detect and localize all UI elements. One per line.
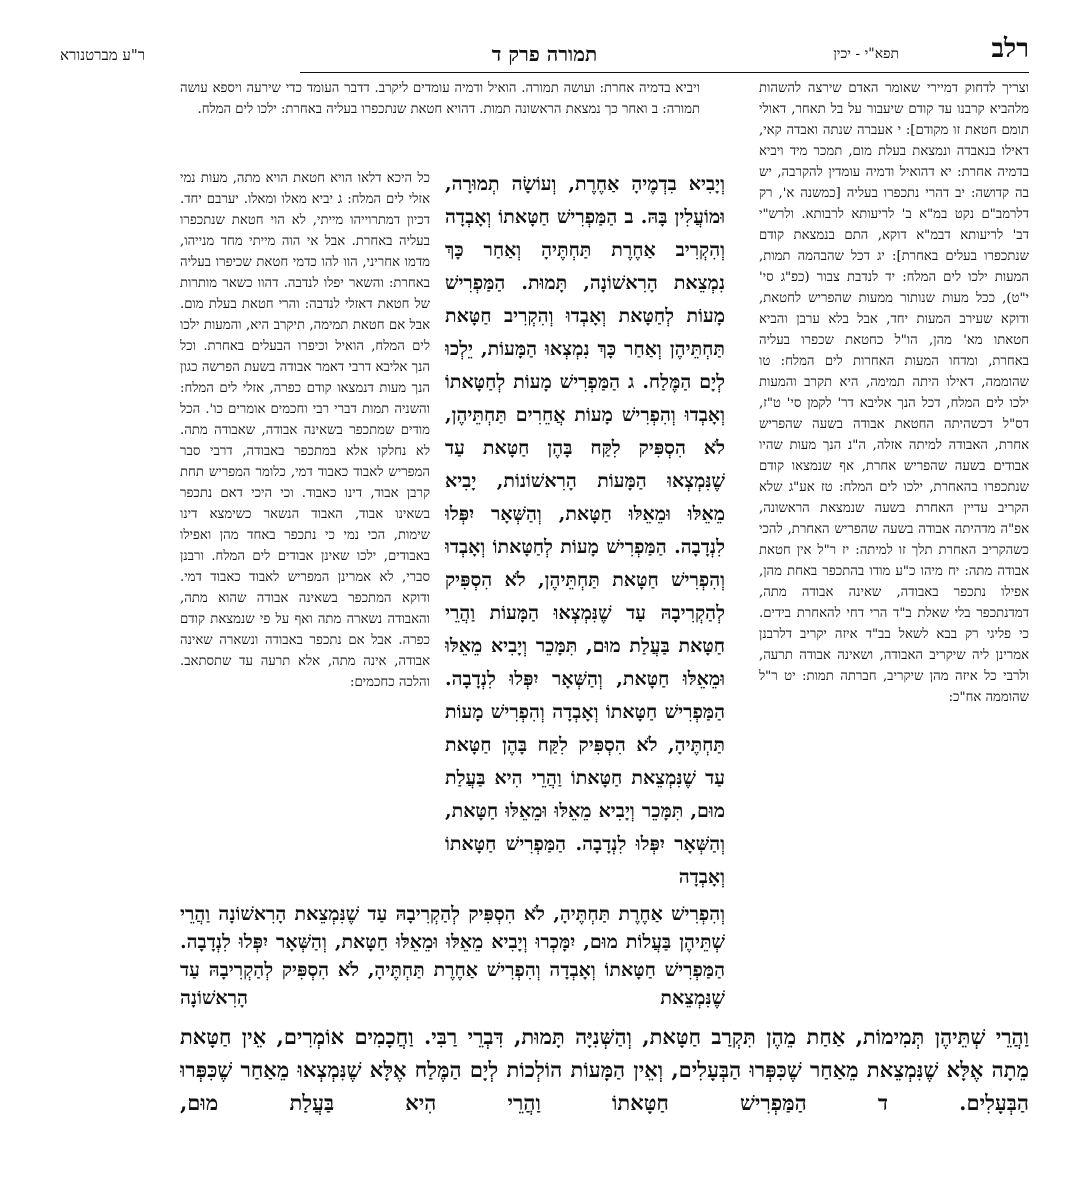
header-bartenura-label: ר"ע מברטנורא: [60, 46, 146, 64]
mishnah-bottom-text: וַהֲרֵי שְׁתֵּיהֶן תְּמִימוֹת, אַחַת מֵהֶן תִּקְרַב חַטָּאת, וְהַשְּׁנִיָּה תָּמוּת, דִּבְרֵי רַבִּי. וַחֲכָמִים אוֹמְרִים, אֵין חַטָּאת מֵתָה אֶלָּא שֶׁנִּמְצֵאת מֵאַחַר שֶׁכִּפְּרוּ הַבְּעָלִים, וְאֵין הַמָּעוֹת הוֹלְכוֹת לְיָם הַמֶּלַח אֶלָּא שֶׁנִּמְצְאוּ מֵאַחַר שֶׁכִּפְּרוּ הַבְּעָלִים. ד הַמַּפְרִישׁ חַטָּאתוֹ וַהֲרֵי הִיא בַּעֲלַת מוּם,: [180, 1024, 1029, 1115]
bartenura-top: ויביא בדמיה אחרת: ועושה תמורה. הואיל ודמיה עומדים ליקרב. דדבר העומד כדי שירעה ויספא עושה תמורה: ב ואחר כך נמצאת הראשונה תמות. דהויא חטאת שנתכפרו בעליה באחרת: ילכו לים המלח.: [180, 81, 700, 117]
page-number: רלב: [991, 34, 1029, 64]
header-rule: [300, 72, 1029, 73]
header-tractate-title: תמורה פרק ד: [491, 42, 598, 66]
mishnah-text: וְיָבִיא בִדְמֶיהָ אַחֶרֶת, וְעוֹשָׂה תְמוּרָה, וּמוֹעֲלִין בָּהּ. ב הַמַּפְרִישׁ חַטָּאתוֹ וְאָבְדָה וְהִקְרִיב אַחֶרֶת תַּחְתֶּיהָ וְאַחַר כָּךְ נִמְצֵאת הָרִאשׁוֹנָה, תָּמוּת. הַמַּפְרִישׁ מָעוֹת לְחַטָּאת וְאָבְדוּ וְהִקְרִיב חַטָּאת תַּחְתֵּיהֶן וְאַחַר כָּךְ נִמְצְאוּ הַמָּעוֹת, יֵלְכוּ לְיָם הַמֶּלַח. ג הַמַּפְרִישׁ מָעוֹת לְחַטָּאתוֹ וְאָבְדוּ וְהִפְרִישׁ מָעוֹת אֲחֵרִים תַּחְתֵּיהֶן, לֹא הִסְפִּיק לִקַּח בָּהֶן חַטָּאת עַד שֶׁנִּמְצְאוּ הַמָּעוֹת הָרִאשׁוֹנוֹת, יָבִיא מֵאֵלּוּ וּמֵאֵלּוּ חַטָּאת, וְהַשְּׁאָר יִפְּלוּ לִנְדָבָה. הַמַּפְרִישׁ מָעוֹת לְחַטָּאתוֹ וְאָבְדוּ וְהִפְרִישׁ חַטָּאת תַּחְתֵּיהֶן, לֹא הִסְפִּיק לְהַקְרִיבָהּ עַד שֶׁנִּמְצְאוּ הַמָּעוֹת וַהֲרֵי חַטָּאת בַּעֲלַת מוּם, תִּמָּכֵר וְיָבִיא מֵאֵלּוּ וּמֵאֵלּוּ חַטָּאת, וְהַשְּׁאָר יִפְּלוּ לִנְדָבָה. הַמַּפְרִישׁ חַטָּאתוֹ וְאָבְדָה וְהִפְרִישׁ מָעוֹת תַּחְתֶּיהָ, לֹא הִסְפִּיק לִקַּח בָּהֶן חַטָּאת עַד שֶׁנִּמְצֵאת חַטָּאתוֹ וַהֲרֵי הִיא בַּעֲלַת מוּם, תִּמָּכֵר וְיָבִיא מֵאֵלּוּ וּמֵאֵלּוּ חַטָּאת, וְהַשְּׁאָר יִפְּלוּ לִנְדָבָה. הַמַּפְרִישׁ חַטָּאתוֹ וְאָבְדָה: [445, 173, 725, 888]
bartenura-commentary: כל היכא דלאו הויא חטאת הויא מתה, מעות נמי אזלי לים המלח: ג יביא מאלו ומאלו. יערבם יחד. דכיון דמתרוייהו מייתי, לא הוי חטאת שנתכפרו בעליה באחרת. אבל אי הוה מייתי מחד מנייהו, מדמו אחריני, הוו להו כדמי חטאת שכיפרו בעליה באחרת: והשאר יפלו לנדבה. דהוו כשאר מותרות של חטאת דאזלי לנדבה: והרי חטאת בעלת מום. אבל אם חטאת תמימה, תיקרב היא, והמעות ילכו לים המלח, הואיל וכיפרו הבעלים באחרת. וכל הנך אליבא דרבי דאמר אבודה בשעת הפרשה כגון הנך מעות דנמצאו קודם כפרה, אזלי לים המלח: והשניה תמות דברי רבי וחכמים אומרים כו'. הכל מודים שמתכפר בשאינה אבודה, שאבודה מתה. לא נחלקו אלא במתכפר באבודה, דרבי סבר המפריש לאבוד כאבוד דמי, כלומר המפריש תחת קרבן אבוד, דינו כאבוד. וכי היכי דאם נתכפר בשאינו אבוד, האבוד הנשאר כשימצא דינו שימות, הכי נמי כי נתכפר באחד מהן ואפילו באבודים, ילכו שאינן אבודים לים המלח. ורבנן סברי, לא אמרינן המפריש לאבוד כאבוד דמי. ודוקא המתכפר בשאינה אבודה שהוא מתה, והאבודה נשארה מתה ואף על פי שנמצאת קודם כפרה. אבל אם נתכפר באבודה ונשארה שאינה אבודה, אינה מתה, אלא תרעה עד שתסתאב. והלכה כחכמים:: [180, 171, 430, 690]
running-header: [60, 34, 1029, 72]
mishnah-wide-text: וְהִפְרִישׁ אַחֶרֶת תַּחְתֶּיהָ, לֹא הִסְפִּיק לְהַקְרִיבָהּ עַד שֶׁנִּמְצֵאת הָרִאשׁוֹנָה וַהֲרֵי שְׁתֵּיהֶן בַּעֲלוֹת מוּם, יִמָּכְרוּ וְיָבִיא מֵאֵלּוּ וּמֵאֵלּוּ חַטָּאת, וְהַשְּׁאָר יִפְּלוּ לִנְדָבָה. הַמַּפְרִישׁ חַטָּאתוֹ וְאָבְדָה וְהִפְרִישׁ אַחֶרֶת תַּחְתֶּיהָ, לֹא הִסְפִּיק לְהַקְרִיבָהּ עַד שֶׁנִּמְצֵאת הָרִאשׁוֹנָה: [180, 903, 725, 1009]
yachin-commentary: וצריך לדחוק דמיירי שאומר האדם שירצה להשהות מלהביא קרבנו עד קודם שיעבור על בל תאחר, דאולי תומם חטאת זו מקודם]: י אעברה שנתה ואבדה קאי, דאילו בנאבדה ונמצאת בעלת מום, תמכר מיד ויביא בדמיה אחרת: יא דהואיל ודמיה עומדין להקרבה, יש בה קדושה: יב דהרי נתכפרו בעליה [כמשנה א', רק דלרמב"ם נקט במ"א ב' לריעותא לרבותא. ולרש"י דב' לריעותא דבמ"א דוקא, התם בנמצאת קודם שנתכפרו בעלים באחרת]: יג דכל שהבהמה תמות, המעות ילכו לים המלח: יד לנדבת צבור (כפ"ג סי' י"ט), ככל מעות שנותור ממעות שהפריש לחטאת, ודוקא שעירב המעות יחד, אבל בלא ערבן והביא חטאתו מא' מהן, הו"ל כחטאת שכפרו בעליה באחרת, ומדחו המעות האחרות לים המלח: טו שהוממה, דאילו היתה תמימה, היא תקרב והמעות ילכו לים המלח, דכל הנך אליבא דר' לקמן סי' ט"ז, דס"ל דכשהיתה החטאת אבודה בשעה שהפריש אחרת, האבודה למיתה אזלה, ה"נ הנך מעות שהיו אבודים בשעה שהפריש אחרת, אף שנמצאו קודם שנתכפרו בהאחרת, ילכו לים המלח: טז אע"ג שלא הקריב עדיין האחרת בשעה שנמצאת הראשונה, אפ"ה מדהיתה אבודה בשעה שהפריש האחרת, להכי כשהקריב האחרת תלך זו למיתה: יז ר"ל אין חטאת אבודה מתה: יח מיהו כ"ע מודו בהתכפר באחת מהן, אפילו נתכפר באבודה, שאינה אבודה מתה, דמדנתכפר בלי שאלת ב"ד הרי דחי להאחרת בידים. כי פליגי רק בבא לשאל בב"ד איזה יקריב דלרבנן אמרינן ליה שיקריב האבודה, ושאינה אבודה תרעה, ולרבי כל איזה מהן שיקריב, חברתה תמות: יט ר"ל שהוממה אח"כ:: [759, 81, 1029, 705]
header-yachin-label: תפא"י - יכין: [833, 46, 899, 62]
